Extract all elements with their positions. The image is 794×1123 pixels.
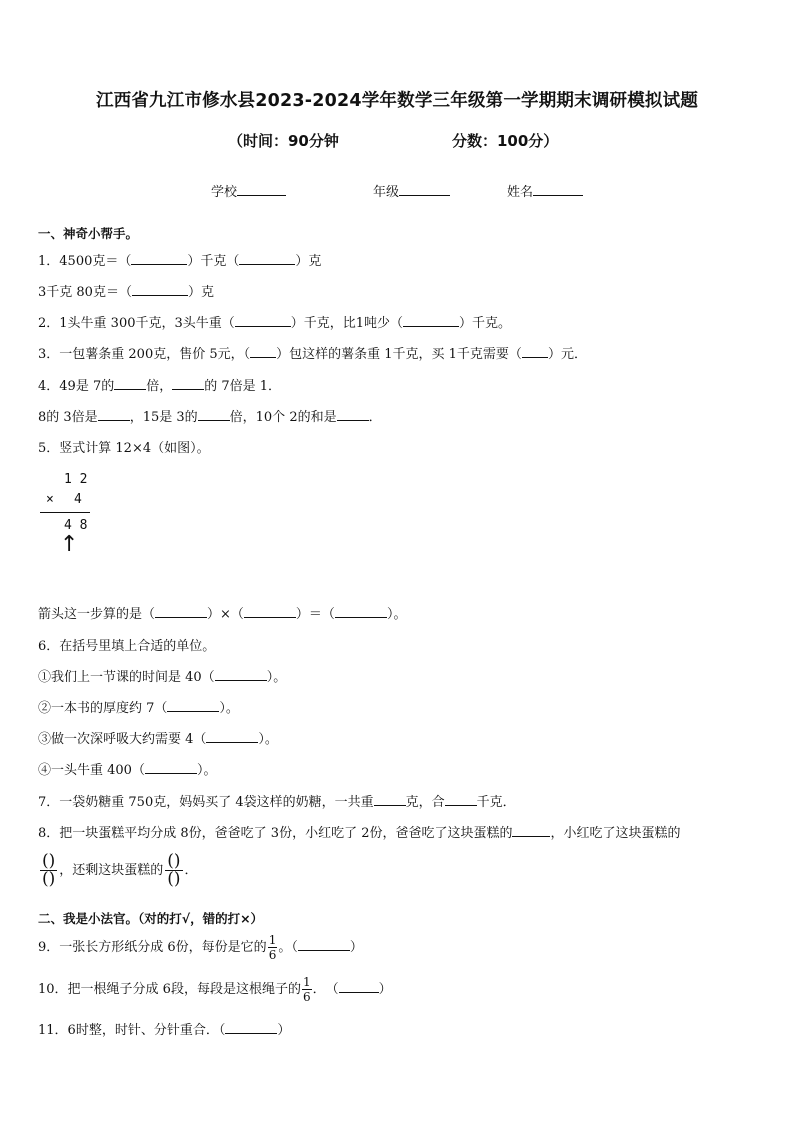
question-8b: () () ，还剩这块蛋糕的 () () ． <box>42 851 198 889</box>
answer-blank[interactable] <box>335 605 387 618</box>
fraction-one-sixth: $\frac{1}{6}$ <box>302 975 311 1004</box>
grade-field[interactable] <box>373 181 450 200</box>
question-6-2: ②一本书的厚度约 7（ ）。 <box>38 701 239 716</box>
question-1b: 3千克 80克＝（ ）克 <box>38 285 214 300</box>
fraction-blank[interactable]: () () <box>167 851 181 889</box>
answer-blank[interactable] <box>250 345 276 358</box>
calc-top: 1 2 <box>64 472 88 487</box>
answer-blank[interactable] <box>198 408 230 421</box>
answer-blank[interactable] <box>403 314 459 327</box>
grade-label: 年级 <box>373 185 400 200</box>
calc-operator: × <box>46 492 54 507</box>
school-label: 学校 <box>211 185 238 200</box>
answer-blank[interactable] <box>131 252 187 265</box>
question-5: 5．竖式计算 12×4（如图）。 <box>38 441 210 456</box>
question-5b: 箭头这一步算的是（ ）×（ ）＝（ ）。 <box>38 607 407 622</box>
answer-blank[interactable] <box>225 1021 277 1034</box>
answer-blank[interactable] <box>206 730 258 743</box>
question-7: 7．一袋奶糖重 750克，妈妈买了 4袋这样的奶糖，一共重 克，合 千克． <box>38 795 516 810</box>
answer-blank[interactable] <box>374 793 406 806</box>
answer-blank[interactable] <box>522 345 548 358</box>
answer-blank[interactable] <box>172 377 204 390</box>
question-3: 3．一包薯条重 200克，售价 5元，（ ）包这样的薯条重 1千克，买 1千克需要（ ）元． <box>38 347 587 362</box>
question-4a: 4．49是 7的 倍， 的 7倍是 1． <box>38 379 282 394</box>
answer-blank[interactable] <box>155 605 207 618</box>
fraction-blank[interactable]: () () <box>42 851 56 889</box>
answer-blank[interactable] <box>98 408 130 421</box>
school-field[interactable] <box>211 181 286 200</box>
calc-result: 4 8 <box>64 518 88 533</box>
question-2: 2．1头牛重 300千克，3头牛重（ ）千克，比1吨少（ ）千克。 <box>38 316 512 331</box>
question-6: 6．在括号里填上合适的单位。 <box>38 639 216 654</box>
arrow-up-icon: ↑ <box>60 532 79 557</box>
answer-blank[interactable] <box>512 824 550 837</box>
answer-blank[interactable] <box>114 377 146 390</box>
question-6-4: ④一头牛重 400（ ）。 <box>38 763 217 778</box>
page-title: 江西省九江市修水县2023-2024学年数学三年级第一学期期末调研模拟试题 <box>95 91 699 111</box>
answer-blank[interactable] <box>235 314 291 327</box>
answer-blank[interactable] <box>132 283 188 296</box>
answer-blank[interactable] <box>167 699 219 712</box>
answer-blank[interactable] <box>244 605 296 618</box>
question-9: 9．一张长方形纸分成 6份，每份是它的 $\frac{1}{6}$ 。（ ） <box>38 933 363 962</box>
exam-score: 分数：100分） <box>452 132 559 150</box>
answer-blank[interactable] <box>337 408 369 421</box>
calc-divider <box>40 512 90 513</box>
answer-blank[interactable] <box>339 980 379 993</box>
answer-blank[interactable] <box>445 793 477 806</box>
question-6-3: ③做一次深呼吸大约需要 4（ ）。 <box>38 732 278 747</box>
answer-blank[interactable] <box>215 668 267 681</box>
question-10: 10．把一根绳子分成 6段，每段是这根绳子的 $\frac{1}{6}$ ． （ ） <box>38 975 392 1004</box>
section-two-heading: 二、我是小法官。（对的打√，错的打×） <box>38 911 264 926</box>
question-6-1: ①我们上一节课的时间是 40（ ）。 <box>38 670 287 685</box>
name-label: 姓名 <box>507 185 534 200</box>
fraction-one-sixth: $\frac{1}{6}$ <box>268 933 277 962</box>
question-4b: 8的 3倍是 ，15是 3的 倍，10个 2的和是 ． <box>38 410 382 425</box>
answer-blank[interactable] <box>239 252 295 265</box>
name-field[interactable] <box>507 181 583 200</box>
section-one-heading: 一、神奇小帮手。 <box>38 226 139 241</box>
question-8a: 8．把一块蛋糕平均分成 8份，爸爸吃了 3份，小红吃了 2份，爸爸吃了这块蛋糕的 ，小红吃了这块蛋糕的 <box>38 826 681 841</box>
calc-multiplier: 4 <box>74 492 82 507</box>
answer-blank[interactable] <box>145 761 197 774</box>
answer-blank[interactable] <box>298 938 350 951</box>
question-11: 11．6时整，时针、分针重合．（ ） <box>38 1023 291 1038</box>
question-1a: 1．4500克＝（ ）千克（ ）克 <box>38 254 322 269</box>
exam-time: （时间：90分钟 <box>228 132 339 150</box>
